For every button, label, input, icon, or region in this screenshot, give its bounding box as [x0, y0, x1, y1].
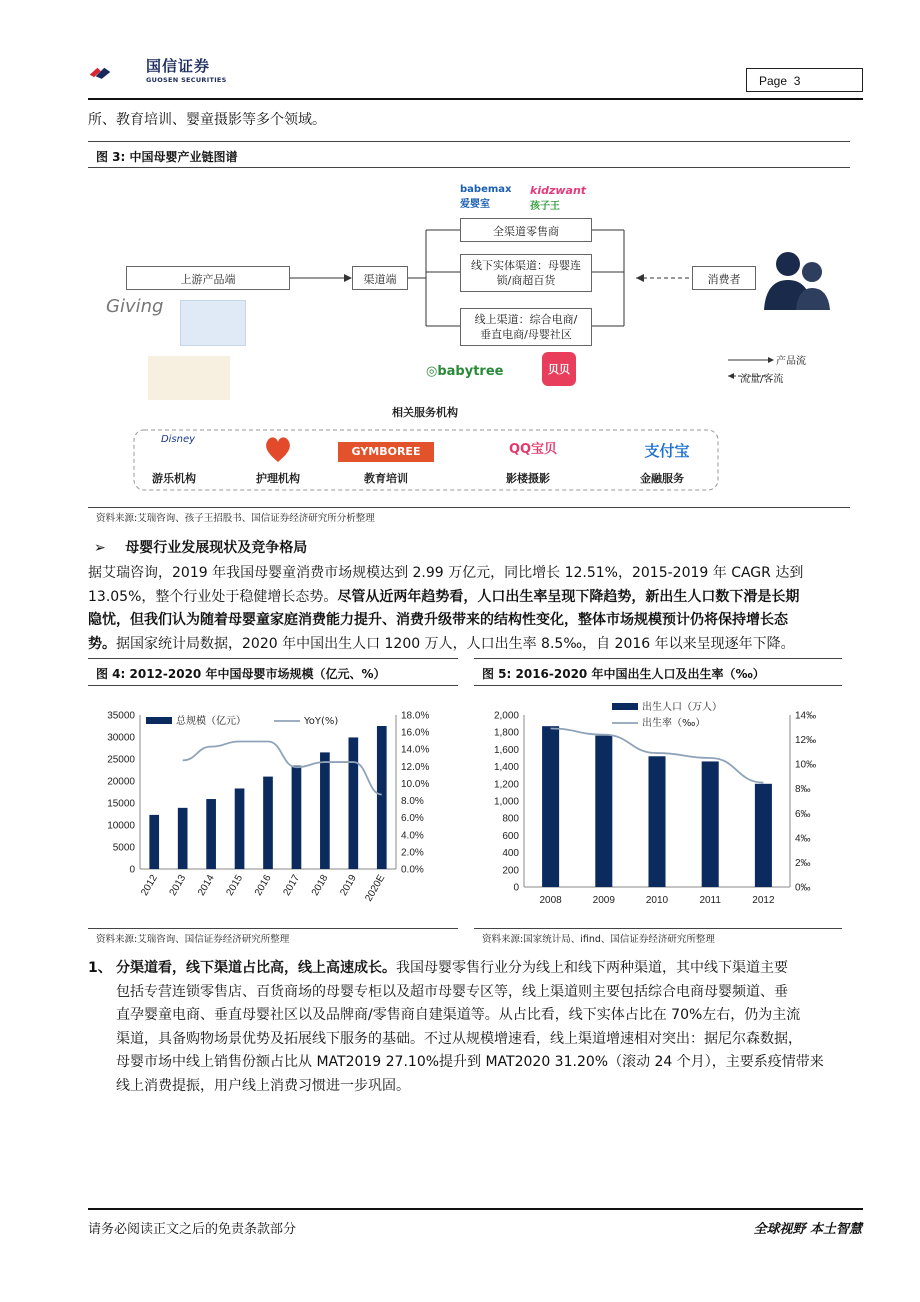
market-size-chart	[88, 690, 458, 926]
right-tick-label: 0.0%	[401, 864, 424, 876]
page-number: 3	[793, 74, 801, 88]
left-tick-label: 200	[502, 865, 519, 877]
right-tick-label: 2‰	[795, 857, 811, 869]
left-tick-label: 1,800	[493, 727, 519, 739]
gymboree-logo: GYMBOREE	[338, 442, 434, 462]
qqbaby-logo: QQ宝贝	[508, 442, 558, 457]
right-tick-label: 12‰	[795, 735, 817, 747]
related-services-title: 相关服务机构	[392, 406, 458, 419]
omni-channel-box: 全渠道零售商	[460, 218, 592, 242]
left-tick-label: 30000	[107, 732, 135, 744]
x-tick-label: 2011	[699, 895, 721, 906]
para1-line2-normal: 13.05%，整个行业处于稳健增长态势。	[88, 588, 338, 605]
x-tick-label: 2008	[539, 895, 562, 906]
left-tick-label: 600	[502, 830, 519, 842]
nursing-heart-icon	[262, 434, 294, 464]
point1-line6: 线上消费提振，用户线上消费习惯进一步巩固。	[116, 1077, 410, 1094]
point1-number	[88, 957, 112, 981]
page-indicator	[746, 68, 863, 92]
legend-bar-label: 总规模（亿元）	[176, 716, 246, 727]
left-tick-label: 1,000	[493, 796, 519, 808]
left-tick-label: 10000	[107, 820, 135, 832]
x-tick-label: 2010	[645, 895, 669, 906]
right-tick-label: 10‰	[795, 759, 817, 771]
bar-2018	[320, 752, 330, 869]
bar-2011	[702, 761, 719, 887]
point1-line1-rest: 我国母婴零售行业分为线上和线下两种渠道，其中线下渠道主要	[396, 960, 788, 976]
channel-paragraph	[116, 957, 824, 1098]
giving-logo: Giving	[106, 296, 164, 317]
para1-line3	[88, 609, 803, 633]
para1-line2-bold: 尽管从近两年趋势看，人口出生率呈现下降趋势，新出生人口数下滑是长期	[337, 588, 800, 605]
right-tick-label: 0‰	[795, 882, 811, 894]
left-tick-label: 2,000	[493, 710, 519, 722]
disclaimer-note: 请务必阅读正文之后的免责条款部分	[88, 1222, 297, 1237]
legend-bar-label: 出生人口（万人）	[642, 702, 722, 713]
left-tick-label: 1,600	[493, 744, 519, 756]
fig5-top-rule	[474, 658, 842, 659]
guosen-logo-icon	[88, 52, 148, 92]
kidswant-logo	[530, 184, 586, 212]
right-tick-label: 4‰	[795, 833, 811, 845]
right-tick-label: 6‰	[795, 808, 811, 820]
right-tick-label: 4.0%	[401, 830, 424, 842]
footer-slogan: 全球视野 本土智慧	[753, 1222, 862, 1237]
para1-line1: 据艾瑞咨询，2019 年我国母婴童消费市场规模达到 2.99 万亿元，同比增长 12.51%，2015-2019 年 CAGR 达到	[88, 565, 804, 581]
x-tick-label: 2018	[309, 873, 331, 898]
bar-2014	[206, 799, 216, 869]
left-tick-label: 400	[502, 848, 519, 860]
left-tick-label: 1,400	[493, 762, 519, 774]
upstream-box: 上游产品端	[126, 266, 290, 290]
para1-line4-bold: 势。	[88, 635, 116, 652]
left-tick-label: 800	[502, 813, 519, 825]
online-channel-box: 线上渠道：综合电商/垂直电商/母婴社区	[460, 308, 592, 346]
babytree-logo: ◎babytree	[426, 364, 504, 379]
fig5-source: 资料来源:国家统计局、ifind、国信证券经济研究所整理	[482, 934, 715, 945]
x-tick-label: 2013	[167, 873, 189, 898]
channel-box: 渠道端	[352, 266, 408, 290]
x-tick-label: 2012	[139, 873, 160, 898]
right-tick-label: 2.0%	[401, 847, 424, 859]
disney-logo: Disney	[160, 434, 196, 445]
x-tick-label: 2019	[338, 873, 359, 898]
bar-2016	[263, 777, 273, 869]
header-divider	[88, 98, 863, 100]
right-tick-label: 14‰	[795, 710, 817, 722]
bar-2010	[648, 756, 665, 887]
legend-line-label: 出生率（‰）	[642, 718, 706, 729]
offline-channel-box: 线下实体渠道：母婴连锁/商超百货	[460, 254, 592, 292]
babemax-brand-cn: 爱婴室	[460, 199, 490, 210]
x-tick-label: 2012	[752, 895, 775, 906]
kidswant-brand-cn: 孩子王	[530, 201, 560, 212]
service-label-amusement: 游乐机构	[152, 472, 196, 485]
babemax-logo	[460, 184, 511, 210]
fig4-bottom-rule	[88, 928, 458, 929]
company-name-en: GUOSEN SECURITIES	[146, 76, 227, 84]
fig4-top-rule	[88, 658, 458, 659]
industry-chain-diagram	[96, 172, 850, 504]
birth-population-chart	[474, 690, 842, 926]
company-name: 国信证券	[146, 57, 211, 75]
legend-bar-swatch	[612, 703, 638, 710]
fig4-source: 资料来源:艾瑞咨询、国信证券经济研究所整理	[96, 934, 290, 945]
fig3-title: 图 3: 中国母婴产业链图谱	[96, 150, 238, 164]
x-tick-label: 2016	[252, 873, 274, 898]
bar-2009	[595, 736, 612, 887]
x-tick-label: 2020E	[363, 873, 388, 904]
para1-line4	[88, 633, 803, 657]
x-tick-label: 2017	[281, 873, 303, 898]
right-tick-label: 10.0%	[401, 778, 430, 790]
service-label-finance: 金融服务	[640, 472, 684, 485]
left-tick-label: 5000	[112, 842, 135, 854]
fig5-title-rule	[474, 685, 842, 686]
bar-2020E	[377, 726, 387, 869]
para1-line2	[88, 586, 803, 610]
left-tick-label: 15000	[107, 798, 135, 810]
consumer-box: 消费者	[692, 266, 756, 290]
point1-line3: 直孕婴童电商、垂直母婴社区以及品牌商/零售商自建渠道等。从占比看，线下实体占比在 70%左右，仍为主流	[116, 1007, 801, 1023]
footer-divider	[88, 1208, 863, 1210]
fig3-title-rule	[88, 167, 850, 168]
service-label-education: 教育培训	[364, 472, 408, 485]
bar-2019	[348, 737, 358, 869]
point1-index: 1、	[88, 960, 112, 976]
para1-line4-normal: 据国家统计局数据，2020 年中国出生人口 1200 万人，人口出生率 8.5‰，自 2016 年以来呈现逐年下降。	[116, 635, 795, 652]
point1-line2: 包括专营连锁零售店、百货商场的母婴专柜以及超市母婴专区等，线上渠道则主要包括综合电商母婴频道、垂	[116, 983, 788, 1000]
left-tick-label: 25000	[107, 754, 135, 766]
section-heading	[88, 537, 307, 557]
product-image-baby	[148, 356, 230, 400]
bar-2012	[755, 784, 772, 887]
fig4-title-rule	[88, 685, 458, 686]
left-tick-label: 0	[513, 882, 519, 894]
bar-2008	[542, 726, 559, 887]
page-label: Page	[759, 74, 788, 88]
right-tick-label: 14.0%	[401, 744, 430, 756]
left-tick-label: 1,200	[493, 779, 519, 791]
product-image-formula	[180, 300, 246, 346]
right-tick-label: 16.0%	[401, 727, 430, 739]
page-header	[0, 0, 920, 104]
point1-line5: 母婴市场中线上销售份额占比从 MAT2019 27.10%提升到 MAT2020 31.20%（滚动 24 个月），主要系疫情带来	[116, 1054, 824, 1070]
intro-line: 所、教育培训、婴童摄影等多个领域。	[88, 112, 326, 128]
right-tick-label: 8‰	[795, 784, 811, 796]
bar-2012	[149, 815, 159, 869]
legend-line-label: YoY(%)	[304, 716, 339, 727]
fig4-title: 图 4: 2012-2020 年中国母婴市场规模（亿元、%）	[96, 667, 386, 681]
left-tick-label: 35000	[107, 710, 135, 722]
fig5-bottom-rule	[474, 928, 842, 929]
fig3-bottom-rule	[88, 507, 850, 508]
babemax-brand: babemax	[460, 184, 512, 195]
bar-2013	[178, 808, 188, 869]
section-bullet-icon: ➢	[94, 540, 106, 556]
legend-bar-swatch	[146, 717, 172, 724]
left-tick-label: 20000	[107, 776, 135, 788]
x-tick-label: 2015	[224, 873, 246, 898]
left-tick-label: 0	[129, 864, 135, 876]
point1-line1	[116, 957, 824, 981]
fig5-title: 图 5: 2016-2020 年中国出生人口及出生率（‰）	[482, 667, 765, 681]
service-label-nursing: 护理机构	[256, 472, 300, 485]
right-tick-label: 18.0%	[401, 710, 430, 722]
consumer-people-icon	[762, 250, 834, 312]
fig3-top-rule	[88, 141, 850, 142]
bar-2017	[292, 766, 302, 869]
right-tick-label: 12.0%	[401, 761, 430, 773]
point1-line4: 渠道，具备购物场景优势及拓展线下服务的基础。不过从规模增速看，线上渠道增速相对突出：据尼尔森数据，	[116, 1030, 802, 1047]
alipay-logo: 支付宝	[644, 442, 690, 460]
market-paragraph	[88, 562, 803, 656]
kidswant-brand: kidzwant	[530, 184, 587, 197]
fig3-source: 资料来源:艾瑞咨询、孩子王招股书、国信证券经济研究所分析整理	[96, 513, 375, 524]
bar-2015	[235, 788, 245, 869]
x-tick-label: 2014	[196, 873, 217, 898]
legend-traffic-flow: 流量/客流	[740, 374, 784, 385]
x-tick-label: 2009	[592, 895, 615, 906]
beibei-logo: 贝贝	[542, 352, 576, 386]
right-tick-label: 8.0%	[401, 796, 424, 808]
babytree-brand: babytree	[437, 364, 504, 379]
legend-product-flow: 产品流	[776, 356, 806, 367]
para1-line3-bold: 隐忧，但我们认为随着母婴童家庭消费能力提升、消费升级带来的结构性变化，整体市场规模预计仍将保持增长态	[88, 612, 788, 628]
service-label-photography: 影楼摄影	[506, 472, 550, 485]
section-heading-text: 母婴行业发展现状及竞争格局	[125, 540, 308, 556]
right-tick-label: 6.0%	[401, 813, 424, 825]
point1-lead: 分渠道看，线下渠道占比高，线上高速成长。	[116, 960, 396, 976]
